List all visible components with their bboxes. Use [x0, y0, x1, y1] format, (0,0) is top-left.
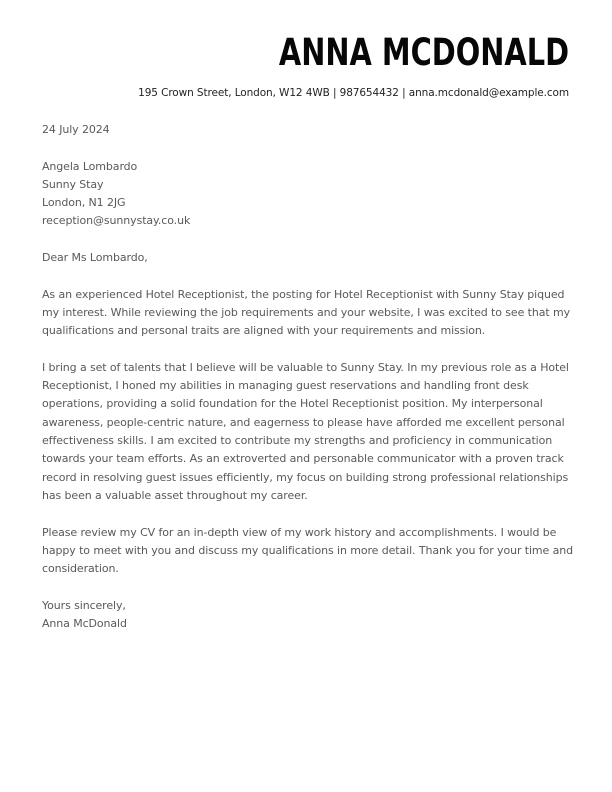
letter-paragraph-1: As an experienced Hotel Receptionist, the posting for Hotel Receptionist with Sunny Stay piqued my interest. While reviewing the job requirements and your website, I was excited to see that my qualifications and personal traits are aligned with your requirements and mission. [42, 287, 570, 338]
letter-body [42, 121, 574, 633]
closing-phrase: Yours sincerely, [42, 598, 126, 612]
recipient-address: London, N1 2JG [42, 196, 126, 210]
letter-header [0, 0, 612, 100]
recipient-block [42, 158, 574, 231]
sender-contact-line: 195 Crown Street, London, W12 4WB | 987654432 | anna.mcdonald@example.com [138, 87, 569, 99]
letter-paragraph-2: I bring a set of talents that I believe will be valuable to Sunny Stay. In my previous role as a Hotel Receptionist, I honed my abilities in managing guest reservations and handling front desk operations, providing a solid foundation for the Hotel Receptionist position. My interpersonal awareness, people-centric nature, and eagerness to please have afforded me excellent personal effectiveness skills. I am excited to contribute my strengths and proficiency in communication towards your team efforts. As an extroverted and personable communicator with a proven track record in resolving guest issues efficiently, my focus on building strong professional relationships has been a valuable asset throughout my career. [42, 360, 569, 502]
salutation: Dear Ms Lombardo, [42, 251, 148, 265]
signature-name: Anna McDonald [42, 617, 127, 631]
letter-date: 24 July 2024 [42, 123, 110, 136]
recipient-email: reception@sunnystay.co.uk [42, 214, 191, 228]
recipient-name: Angela Lombardo [42, 159, 138, 173]
recipient-company: Sunny Stay [42, 177, 104, 191]
sender-name-heading: ANNA MCDONALD [278, 31, 569, 74]
letter-paragraph-3: Please review my CV for an in-depth view of my work history and accomplishments. I would be happy to meet with you and discuss my qualifications in more detail. Thank you for your time and consideration. [42, 525, 574, 576]
closing-block [42, 597, 574, 634]
